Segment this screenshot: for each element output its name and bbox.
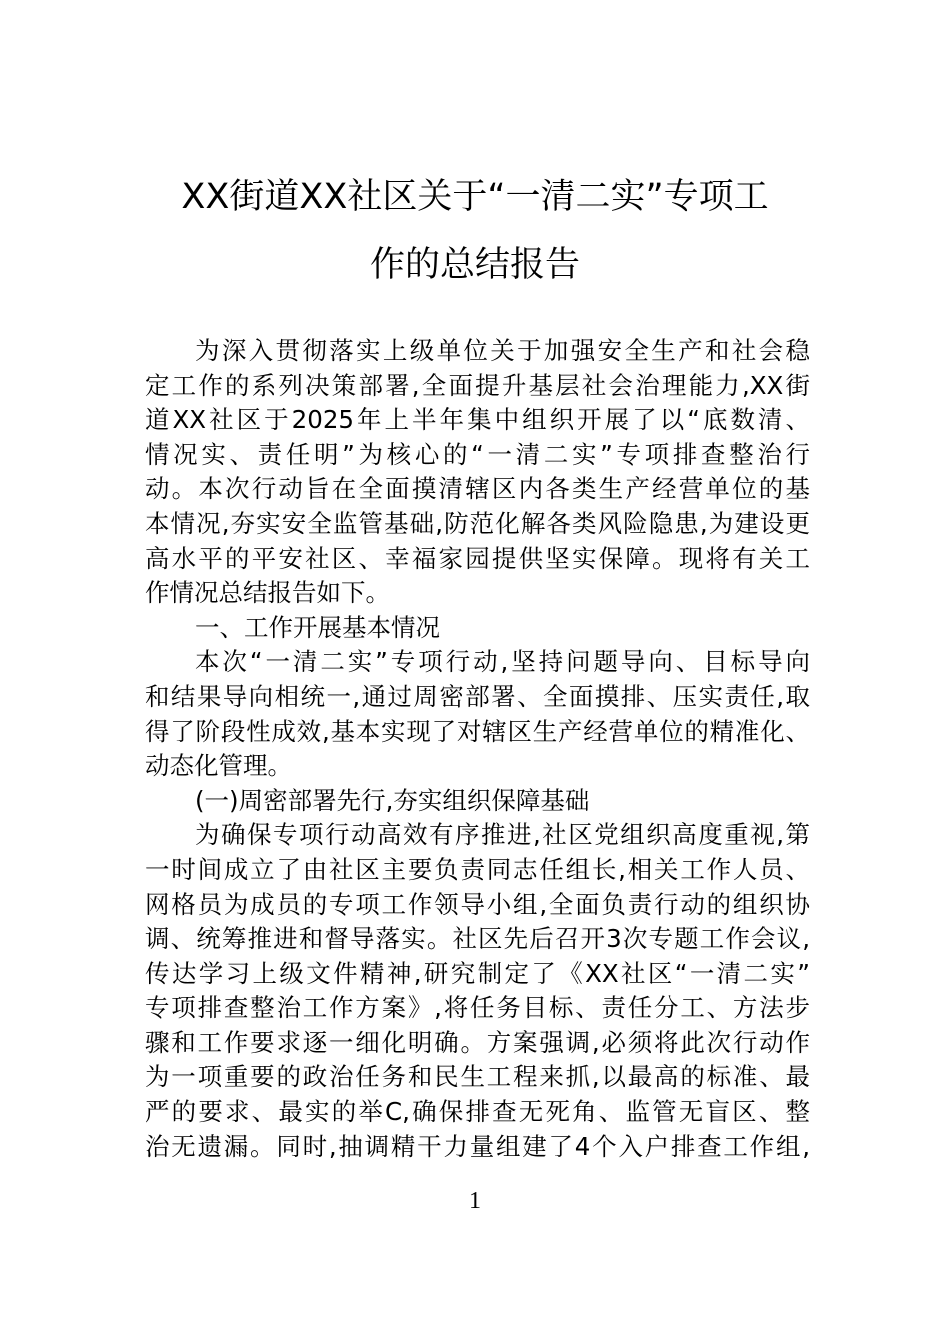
- text-line: 得了阶段性成效,基本实现了对辖区生产经营单位的精准化、: [145, 716, 810, 746]
- text-line: 严的要求、最实的举C,确保排查无死角、监管无盲区、整: [145, 1097, 810, 1127]
- text-line: 高水平的平安社区、幸福家园提供坚实保障。现将有关工: [145, 543, 810, 573]
- text-line: 道XX社区于2025年上半年集中组织开展了以“底数清、: [145, 405, 810, 435]
- page-number: 1: [469, 1188, 481, 1214]
- text-line: 为深入贯彻落实上级单位关于加强安全生产和社会稳: [195, 336, 810, 365]
- text-line: 动态化管理。: [145, 751, 292, 781]
- document-title-line-1: XX街道XX社区关于“一清二实”专项工: [181, 177, 769, 217]
- text-line: 本情况,夯实安全监管基础,防范化解各类风险隐患,为建设更: [145, 508, 810, 538]
- text-line: 骤和工作要求逐一细化明确。方案强调,必须将此次行动作: [145, 1027, 810, 1057]
- document-title-line-2: 作的总结报告: [369, 245, 580, 285]
- text-line: 网格员为成员的专项工作领导小组,全面负责行动的组织协: [145, 889, 810, 919]
- text-line: 一时间成立了由社区主要负责同志任组长,相关工作人员、: [145, 854, 810, 884]
- text-line: 治无遗漏。同时,抽调精干力量组建了4个入户排查工作组,: [145, 1131, 810, 1161]
- text-line: 作情况总结报告如下。: [145, 578, 390, 608]
- text-line: 情况实、责任明”为核心的“一清二实”专项排查整治行: [145, 439, 810, 469]
- text-line: 一、工作开展基本情况: [195, 612, 440, 642]
- text-line: 为确保专项行动高效有序推进,社区党组织高度重视,第: [195, 820, 810, 850]
- text-line: 调、统筹推进和督导落实。社区先后召开3次专题工作会议,: [145, 924, 810, 954]
- text-line: 本次“一清二实”专项行动,坚持问题导向、目标导向: [195, 647, 810, 677]
- text-line: (一)周密部署先行,夯实组织保障基础: [195, 785, 590, 815]
- text-line: 定工作的系列决策部署,全面提升基层社会治理能力,XX街: [145, 370, 810, 400]
- text-line: 专项排查整治工作方案》,将任务目标、责任分工、方法步: [145, 993, 810, 1023]
- text-line: 传达学习上级文件精神,研究制定了《XX社区“一清二实”: [145, 958, 810, 988]
- text-line: 和结果导向相统一,通过周密部署、全面摸排、压实责任,取: [145, 681, 810, 711]
- document-body: [145, 334, 810, 1164]
- text-line: 动。本次行动旨在全面摸清辖区内各类生产经营单位的基: [145, 474, 810, 504]
- text-line: 为一项重要的政治任务和民生工程来抓,以最高的标准、最: [145, 1062, 810, 1092]
